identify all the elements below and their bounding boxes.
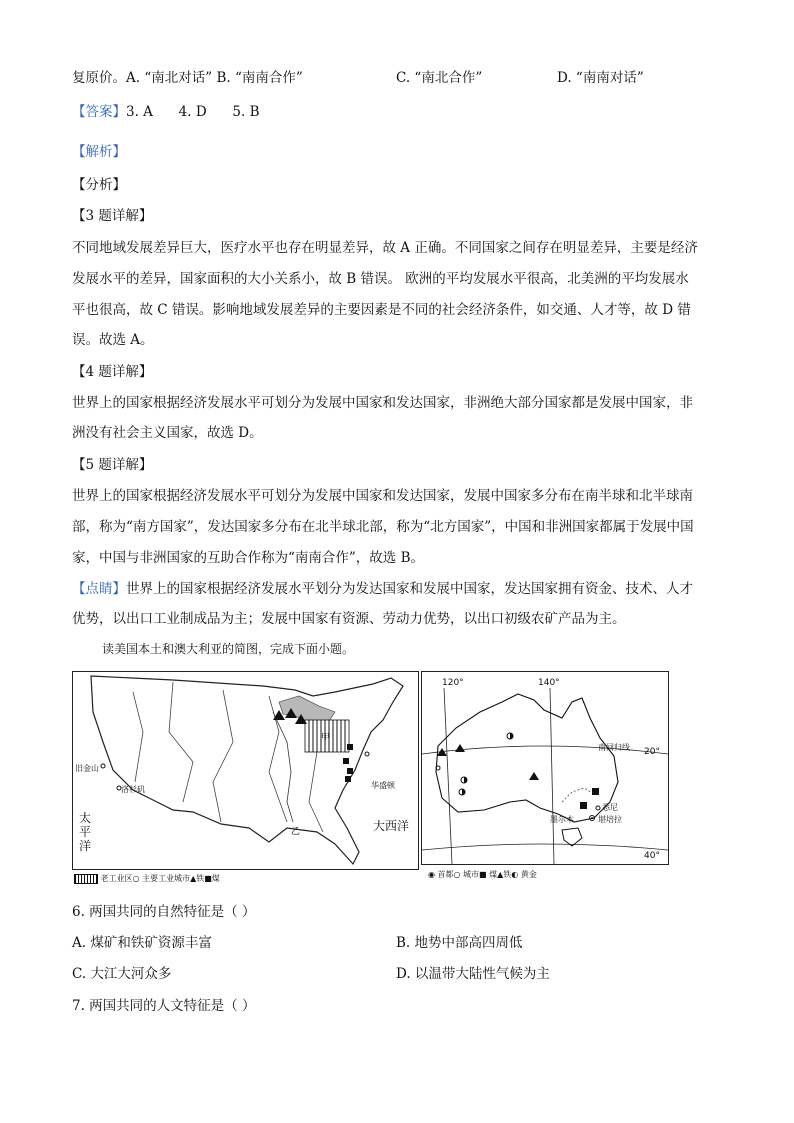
usa-map-drawing (73, 672, 418, 869)
answer-tag: 【答案】 (72, 104, 126, 120)
coal-marker-3 (347, 768, 353, 774)
coal-marker-2 (343, 758, 349, 764)
aus-legend: ◉ 首都○ 城市■ 煤▲铁◐ 黄金 (428, 870, 537, 879)
q3-line-3: 平也很高，故 C 错误。影响地域发展差异的主要因素是不同的社会经济条件，如交通、人才等，故 D 错 (72, 302, 691, 318)
label-los-angeles: 洛杉矶 (121, 785, 145, 794)
coal-marker-4 (345, 776, 351, 782)
label-sydney: 悉尼 (602, 803, 618, 812)
australia-outline (436, 694, 618, 822)
usa-legend-swatch (74, 874, 98, 884)
aus-coal-1 (592, 788, 599, 795)
q3-line-2: 发展水平的差异，国家面积的大小关系小，故 B 错误。 欧洲的平均发展水平很高，北美洲的平均发展水 (72, 271, 689, 287)
comment-line-2: 优势，以出口工业制成品为主；发展中国家有资源、劳动力优势，以出口初级农矿产品为主。 (72, 611, 626, 627)
q5-line-2: 部，称为“南方国家”，发达国家多分布在北半球北部，称为“北方国家”，中国和非洲国家都属于发展中国 (72, 519, 694, 535)
q6-option-b[interactable]: B. 地势中部高四周低 (396, 935, 523, 951)
label-jia: 甲 (321, 733, 331, 743)
q5-tag: 【5 题详解】 (72, 457, 153, 473)
answer-line (72, 100, 260, 120)
q3-tag: 【3 题详解】 (72, 208, 153, 224)
usa-legend (74, 873, 220, 884)
usa-outline (91, 676, 403, 864)
q3-line-4: 误。故选 A。 (72, 332, 154, 348)
prev-question-options (72, 66, 303, 86)
prev-option-d: D. “南南对话” (557, 70, 644, 86)
label-yi: 乙 (291, 827, 301, 837)
label-lon140: 140° (538, 678, 560, 688)
label-washington: 华盛顿 (371, 781, 395, 790)
q4-tag: 【4 题详解】 (72, 364, 153, 380)
coal-marker-1 (347, 744, 353, 750)
comment-tag: 【点睛】 (72, 581, 126, 597)
aus-iron-3 (529, 772, 539, 780)
label-lat40: 40° (644, 851, 660, 861)
city-washington (365, 752, 369, 756)
aus-capital-canberra-dot (591, 817, 593, 819)
usa-map (72, 671, 419, 870)
q6-option-a[interactable]: A. 煤矿和铁矿资源丰富 (72, 935, 212, 951)
q4-line-2: 洲没有社会主义国家，故选 D。 (72, 425, 263, 441)
lat-40-line (422, 844, 668, 850)
q5-line-3: 家，中国与非洲国家的互助合作称为“南南合作”，故选 B。 (72, 550, 425, 566)
usa-legend-text: 老工业区○ 主要工业城市▲铁■煤 (100, 874, 220, 883)
australia-map (421, 671, 669, 865)
label-lon120: 120° (442, 678, 464, 688)
q5-line-1: 世界上的国家根据经济发展水平可划分为发展中国家和发达国家，发展中国家多分布在南半球和北半球南 (72, 488, 693, 504)
analysis-head: 【分析】 (72, 177, 126, 193)
prev-option-b: B. “南南合作” (216, 70, 303, 86)
label-atlantic: 大西洋 (373, 819, 410, 833)
label-lat20: 20° (644, 747, 660, 757)
answer-text: 3. A 4. D 5. B (126, 104, 260, 120)
aus-city-sydney (596, 806, 600, 810)
label-pacific-3: 洋 (79, 839, 92, 853)
q6-option-c[interactable]: C. 大江大河众多 (72, 966, 172, 982)
label-pacific-2: 平 (79, 825, 92, 839)
aus-iron-2 (455, 744, 465, 752)
prev-option-prefix: 复原价。 (72, 70, 126, 86)
label-canberra: 堪培拉 (598, 815, 622, 824)
city-san-francisco (101, 764, 105, 768)
meridian-120 (444, 688, 452, 864)
analysis-tag: 【解析】 (72, 144, 126, 160)
aus-coal-2 (580, 802, 587, 809)
murray-river (562, 788, 594, 802)
comment-line-1 (72, 577, 693, 597)
label-melbourne: 墨尔本 (550, 815, 574, 824)
tasmania (562, 828, 582, 846)
australia-map-drawing (422, 672, 668, 864)
label-san-francisco: 旧金山 (75, 764, 99, 773)
prev-option-c: C. “南北合作” (396, 70, 483, 86)
comment-text-1: 世界上的国家根据经济发展水平划分为发达国家和发展中国家，发达国家拥有资金、技术、人才 (126, 581, 693, 597)
prev-option-a: A. “南北对话” (126, 70, 213, 86)
label-tropic: 南回归线 (598, 743, 630, 752)
q6-stem: 6. 两国共同的自然特征是（ ） (72, 904, 256, 920)
q4-line-1: 世界上的国家根据经济发展水平可划分为发展中国家和发达国家，非洲绝大部分国家都是发展中国家，非 (72, 395, 693, 411)
q7-stem: 7. 两国共同的人文特征是（ ） (72, 998, 256, 1014)
label-pacific-1: 太 (79, 811, 92, 825)
usa-river (273, 712, 293, 822)
map-intro: 读美国本土和澳大利亚的简图，完成下面小题。 (102, 642, 355, 656)
q6-option-d[interactable]: D. 以温带大陆性气候为主 (396, 966, 550, 982)
q3-line-1: 不同地域发展差异巨大，医疗水平也存在明显差异，故 A 正确。不同国家之间存在明显差异，主要是经济 (72, 240, 698, 256)
